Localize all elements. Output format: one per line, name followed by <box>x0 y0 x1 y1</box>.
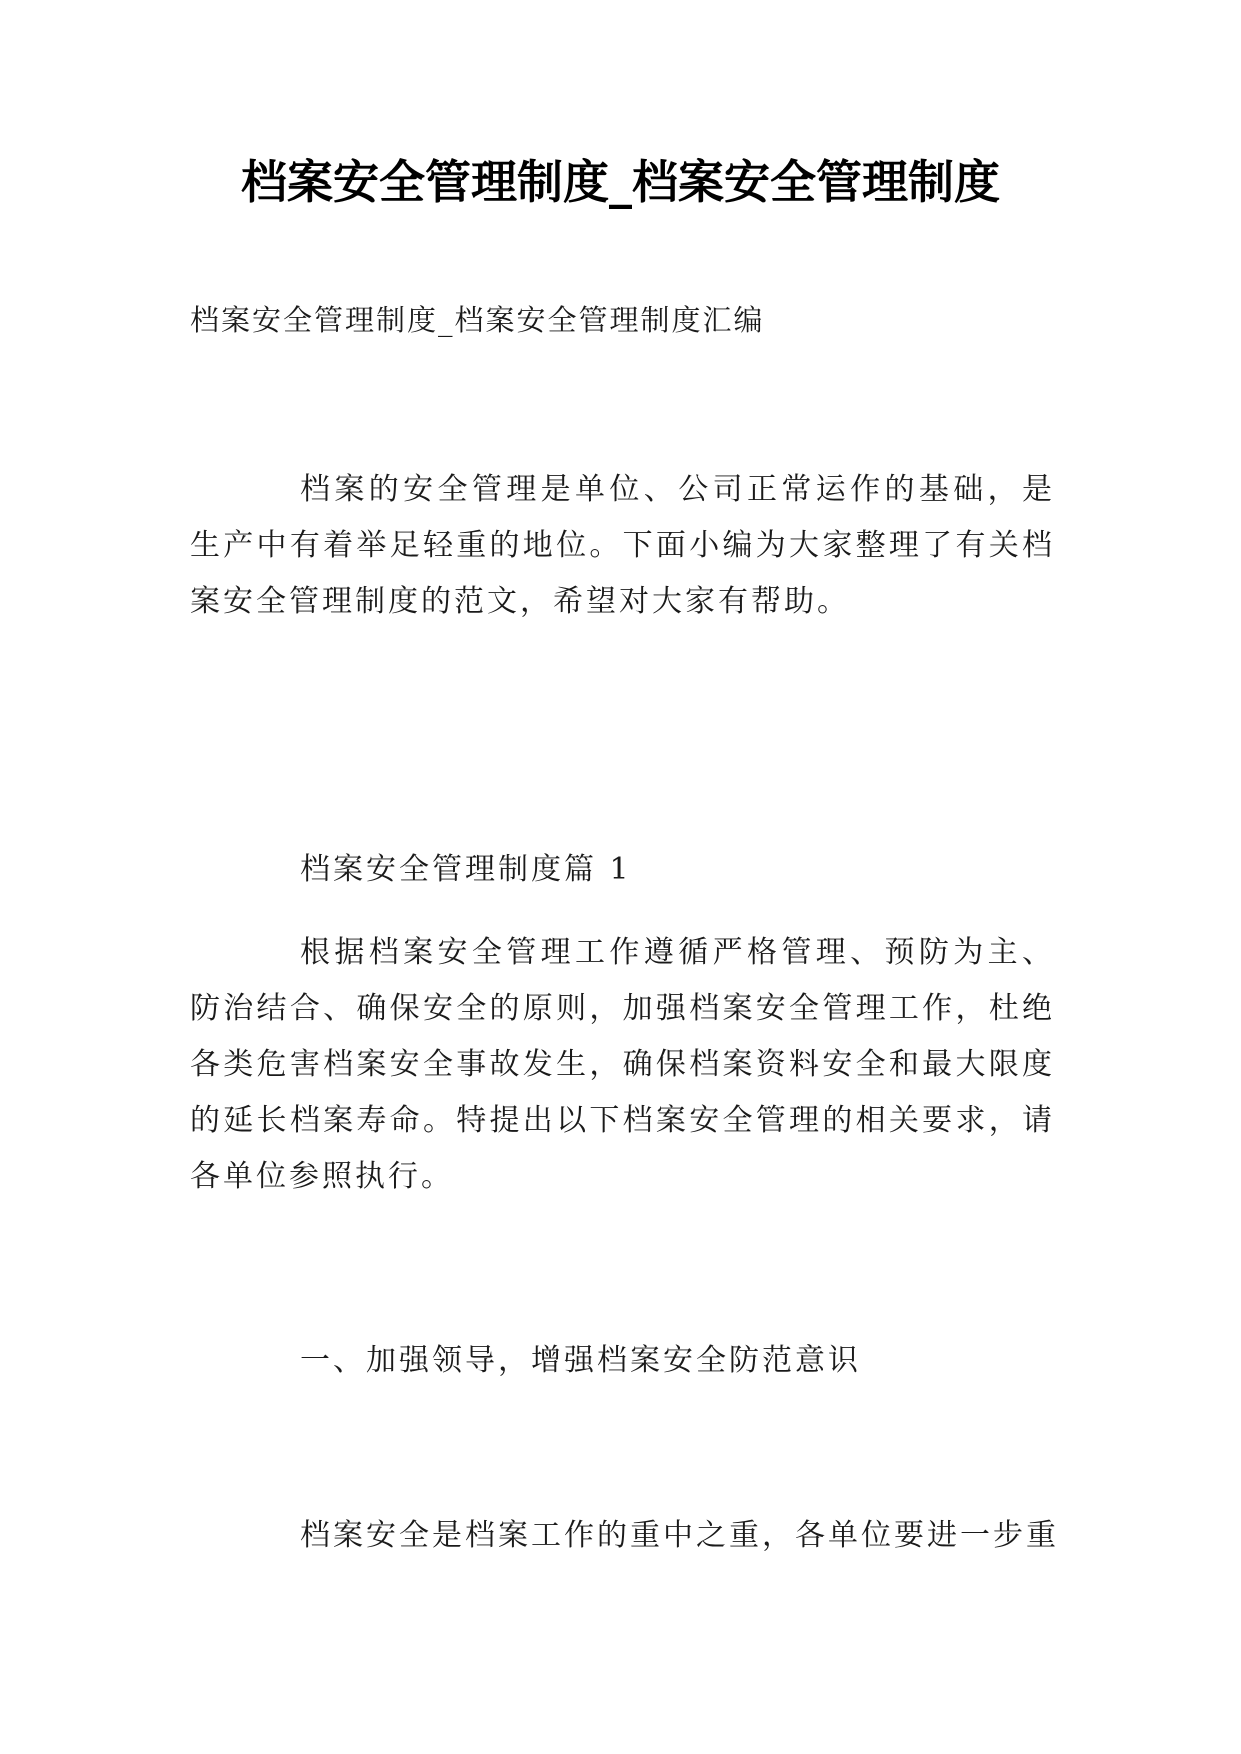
point-paragraph: 档案安全是档案工作的重中之重，各单位要进一步重 <box>300 1518 1059 1553</box>
document-title: 档案安全管理制度_档案安全管理制度 <box>241 155 1000 209</box>
intro-paragraph: 档案的安全管理是单位、公司正常运作的基础，是生产中有着举足轻重的地位。下面小编为大家整理了有关档案安全管理制度的范文，希望对大家有帮助。 <box>190 472 1055 619</box>
point-heading: 一、加强领导，增强档案安全防范意识 <box>300 1343 861 1378</box>
section-heading: 档案安全管理制度篇 1 <box>300 852 632 887</box>
section-paragraph: 根据档案安全管理工作遵循严格管理、预防为主、防治结合、确保安全的原则，加强档案安全管理工作，杜绝各类危害档案安全事故发生，确保档案资料安全和最大限度的延长档案寿命。特提出以下档案安全管理的相关要求，请各单位参照执行。 <box>190 935 1055 1194</box>
document-subtitle: 档案安全管理制度_档案安全管理制度汇编 <box>190 303 765 337</box>
